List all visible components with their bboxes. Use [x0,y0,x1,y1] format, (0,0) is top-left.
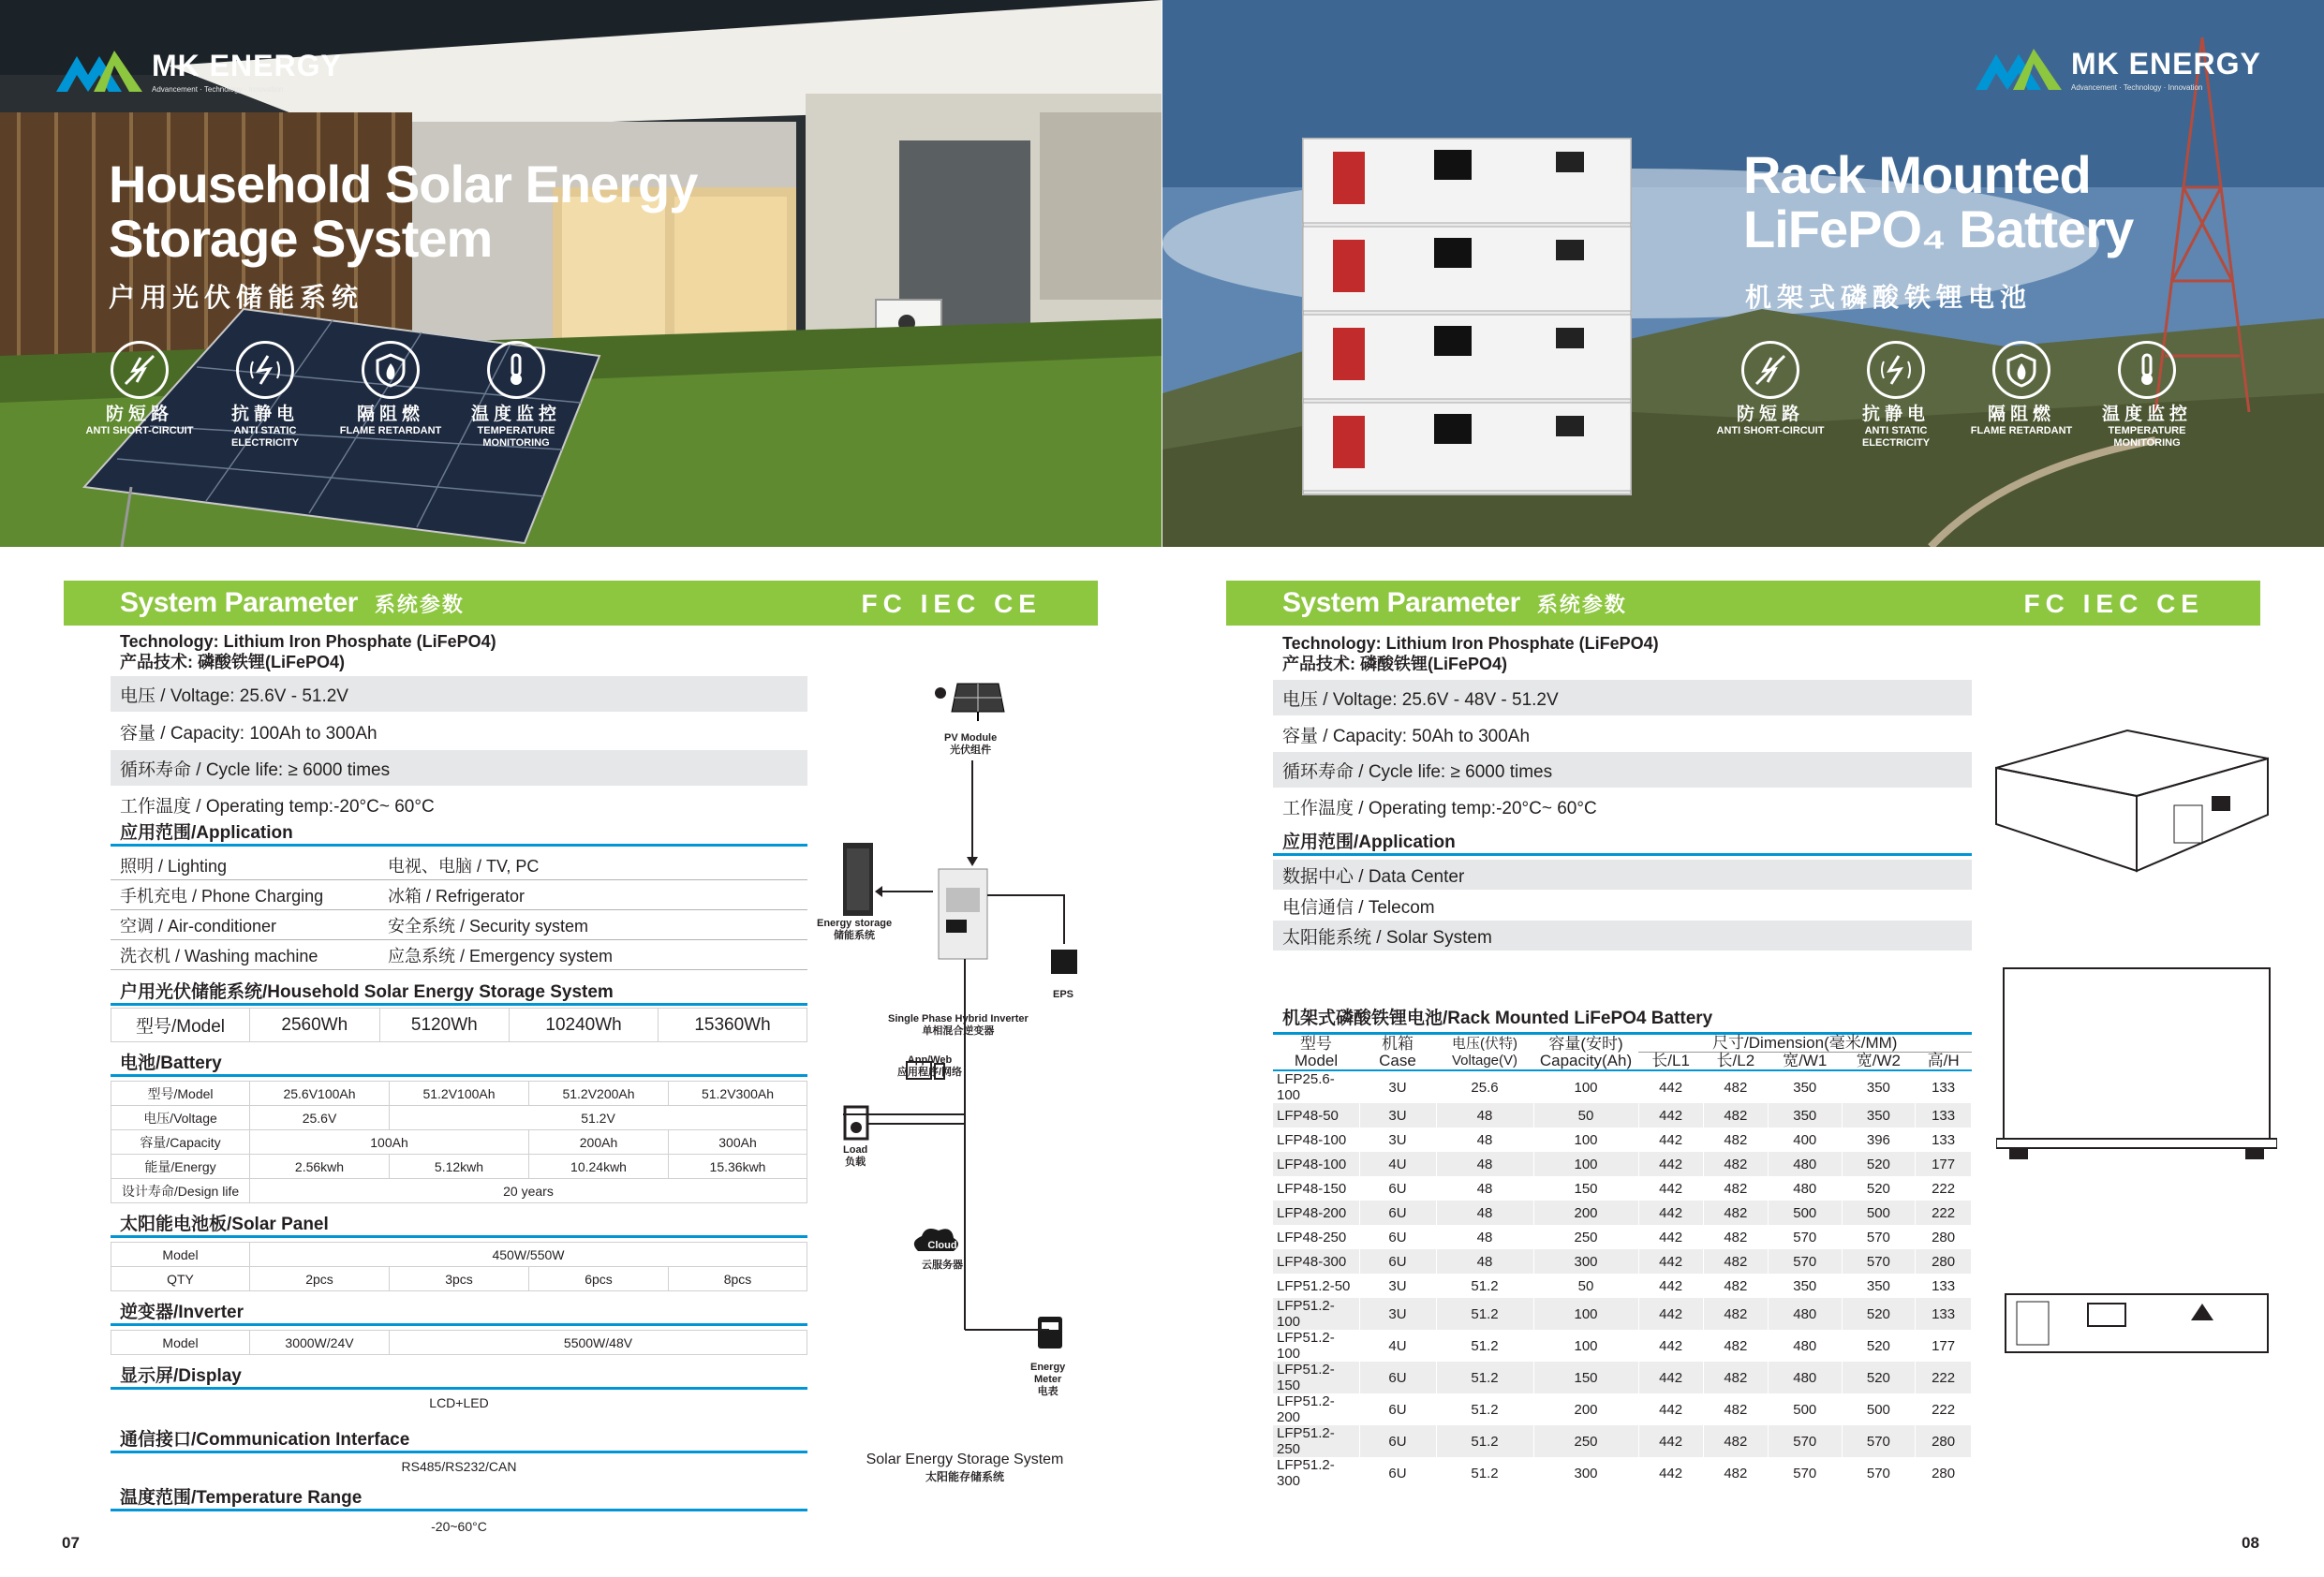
thermometer-icon [498,352,534,388]
table-cell: 51.2 [1436,1457,1533,1489]
th-w1: 宽/W1 [1768,1053,1842,1071]
app-web-label: App/Web 应用程序/网络 [897,1054,963,1078]
table-cell: 570 [1842,1249,1916,1274]
feature-temperature-monitoring: 温度监控 TEMPERATURE MONITORING [2090,341,2204,450]
table-cell: 482 [1703,1201,1768,1225]
application-row: 太阳能系统 / Solar System [1273,921,1972,951]
table-cell: 442 [1638,1457,1703,1489]
table-cell: 6U [1359,1225,1436,1249]
th-voltage: 电压(伏特) Voltage(V) [1436,1034,1533,1071]
table-cell: 520 [1842,1152,1916,1176]
table-cell: 442 [1638,1425,1703,1457]
inverter-label: Single Phase Hybrid Inverter 单相混合逆变器 [888,1013,1029,1037]
brand-tagline: Advancement · Technology · Innovation [152,85,284,94]
spec-voltage: 电压 / Voltage: 25.6V - 48V - 51.2V [1273,680,1972,715]
table-cell: LFP48-200 [1273,1201,1359,1225]
temperature-heading: 温度范围/Temperature Range [111,1483,807,1511]
table-row [1273,1176,1972,1201]
solar-panel-table: Model 450W/550W QTY 2pcs 3pcs 6pcs 8pcs [111,1242,807,1291]
table-cell: 6U [1359,1201,1436,1225]
mk-logo-icon [56,51,142,92]
system-parameter-bar [1226,581,2260,626]
table-cell: 222 [1916,1393,1972,1425]
table-cell: 280 [1916,1425,1972,1457]
feature-flame-retardant: 隔阻燃 FLAME RETARDANT [1964,341,2079,450]
table-cell: 570 [1842,1225,1916,1249]
inverter-heading: 逆变器/Inverter [111,1298,807,1326]
table-cell: 222 [1916,1201,1972,1225]
table-cell: 442 [1638,1298,1703,1330]
table-cell: 570 [1768,1425,1842,1457]
rack-battery-stack [1303,139,1631,494]
table-cell: 3U [1359,1103,1436,1127]
lightning-slash-icon [122,352,157,388]
table-cell: 48 [1436,1249,1533,1274]
mk-logo-icon [1976,49,2062,90]
table-cell: 133 [1916,1127,1972,1152]
table-cell: 442 [1638,1362,1703,1393]
table-cell: LFP48-100 [1273,1127,1359,1152]
spec-operating-temp: 工作温度 / Operating temp:-20°C~ 60°C [120,796,435,817]
table-cell: 48 [1436,1201,1533,1225]
th-l2: 长/L2 [1703,1053,1768,1071]
table-cell: 480 [1768,1176,1842,1201]
model-table: 型号/Model 2560Wh 5120Wh 10240Wh 15360Wh [111,1008,807,1042]
lightning-slash-icon [1753,352,1788,388]
table-row [1273,1393,1972,1425]
hero-household [0,0,1162,547]
pv-module-label: PV Module 光伏组件 [944,732,998,756]
static-bolt-icon [1878,352,1914,388]
table-cell: 480 [1768,1298,1842,1330]
table-row [1273,1201,1972,1225]
table-cell: 442 [1638,1201,1703,1225]
table-row [1273,1425,1972,1457]
rack-battery-table [1273,1032,1972,1489]
table-cell: LFP48-300 [1273,1249,1359,1274]
table-cell: 150 [1533,1176,1638,1201]
table-cell: 480 [1768,1152,1842,1176]
table-cell: 100 [1533,1070,1638,1103]
system-parameter-cn: 系统参数 [1536,592,1627,616]
feature-anti-short-circuit: 防短路 ANTI SHORT-CIRCUIT [1713,341,1828,450]
application-row: 照明 / Lighting 电视、电脑 / TV, PC [111,850,807,880]
brand-logo [1976,47,2261,92]
certification-marks: FC IEC CE [2023,589,2204,618]
table-cell: 280 [1916,1457,1972,1489]
brand-name: MK ENERGY [2071,47,2261,81]
table-cell: 3U [1359,1127,1436,1152]
hero-subtitle-cn: 户用光伏储能系统 [109,283,364,312]
table-cell: 6U [1359,1393,1436,1425]
feature-flame-retardant: 隔阻燃 FLAME RETARDANT [333,341,448,450]
spec-voltage: 电压 / Voltage: 25.6V - 51.2V [111,676,807,712]
table-cell: 222 [1916,1362,1972,1393]
table-cell: 482 [1703,1070,1768,1103]
table-cell: 482 [1703,1457,1768,1489]
table-cell: 4U [1359,1152,1436,1176]
system-parameter-bar [64,581,1098,626]
hybrid-inverter-icon [939,869,987,959]
eps-icon [1051,950,1077,974]
table-cell: 51.2 [1436,1274,1533,1298]
hero-rack [1162,0,2324,547]
rack-battery-top-view [1996,965,2277,1171]
system-parameter-title: System Parameter [1282,587,1520,618]
table-cell: 482 [1703,1225,1768,1249]
table-cell: LFP51.2-200 [1273,1393,1359,1425]
table-cell: LFP48-250 [1273,1225,1359,1249]
table-cell: 500 [1842,1393,1916,1425]
table-cell: 482 [1703,1249,1768,1274]
table-cell: 100 [1533,1330,1638,1362]
technology-en: Technology: Lithium Iron Phosphate (LiFePO4) [120,632,496,651]
load-icon [845,1107,867,1139]
energy-meter-icon [1038,1317,1062,1349]
table-cell: 570 [1842,1457,1916,1489]
rack-battery-iso-drawing [1987,721,2287,890]
table-cell: 51.2 [1436,1393,1533,1425]
table-row [1273,1457,1972,1489]
diagram-caption: Solar Energy Storage System 太阳能存储系统 [866,1452,1064,1483]
table-cell: 6U [1359,1249,1436,1274]
table-cell: 280 [1916,1225,1972,1249]
table-cell: 51.2 [1436,1425,1533,1457]
table-cell: 500 [1842,1201,1916,1225]
table-cell: 482 [1703,1127,1768,1152]
table-cell: 482 [1703,1425,1768,1457]
hero-title [1743,145,2134,258]
table-cell: 500 [1768,1201,1842,1225]
table-cell: 350 [1768,1103,1842,1127]
table-row [1273,1330,1972,1362]
application-row: 空调 / Air-conditioner 安全系统 / Security system [111,910,807,940]
table-cell: 396 [1842,1127,1916,1152]
table-cell: LFP51.2-300 [1273,1457,1359,1489]
table-cell: 520 [1842,1298,1916,1330]
table-cell: LFP25.6-100 [1273,1070,1359,1103]
table-cell: 350 [1842,1103,1916,1127]
pv-module-icon [935,684,1004,721]
table-cell: 350 [1842,1070,1916,1103]
table-cell: 6U [1359,1362,1436,1393]
spec-cycle-life: 循环寿命 / Cycle life: ≥ 6000 times [1273,752,1972,788]
energy-storage-icon [843,843,873,916]
rack-battery-front-view [2004,1292,2270,1354]
table-cell: 133 [1916,1070,1972,1103]
table-cell: 400 [1768,1127,1842,1152]
feature-anti-static: 抗静电 ANTI STATIC ELECTRICITY [1839,341,1953,450]
table-row [1273,1298,1972,1330]
feature-icons [1713,341,2204,450]
table-cell: 442 [1638,1274,1703,1298]
brand-tagline: Advancement · Technology · Innovation [2071,83,2203,92]
table-cell: 51.2 [1436,1298,1533,1330]
feature-icons [82,341,573,450]
battery-table: 型号/Model 25.6V100Ah 51.2V100Ah 51.2V200Ah 51.2V300Ah 电压/Voltage 25.6V 51.2V 容量/Capacity 100Ah 200Ah 300Ah 能量/Energy 2.56kwh 5.12kwh 10.24kwh 15.36kwh 设计寿命/Design life 20 years [111,1081,807,1203]
cloud-label: Cloud 云服务器 [922,1240,963,1271]
table-cell: 482 [1703,1330,1768,1362]
application-row: 洗衣机 / Washing machine 应急系统 / Emergency system [111,940,807,970]
load-label: Load 负载 [843,1144,868,1168]
table-cell: 200 [1533,1393,1638,1425]
table-cell: 51.2 [1436,1362,1533,1393]
table-row [1273,1274,1972,1298]
table-cell: 442 [1638,1176,1703,1201]
table-cell: 482 [1703,1393,1768,1425]
table-cell: LFP48-150 [1273,1176,1359,1201]
table-cell: 520 [1842,1330,1916,1362]
application-heading: 应用范围/Application [1273,828,1972,856]
hero-title [109,157,697,266]
solar-panel-heading: 太阳能电池板/Solar Panel [111,1210,807,1238]
display-heading: 显示屏/Display [111,1362,807,1390]
application-row: 数据中心 / Data Center [1273,860,1972,890]
table-cell: 482 [1703,1298,1768,1330]
table-cell: 570 [1768,1249,1842,1274]
table-cell: 520 [1842,1176,1916,1201]
table-cell: LFP51.2-150 [1273,1362,1359,1393]
table-cell: 48 [1436,1152,1533,1176]
page-number-left: 07 [62,1534,80,1552]
table-cell: 350 [1842,1274,1916,1298]
application-heading: 应用范围/Application [111,818,807,847]
table-cell: 480 [1768,1330,1842,1362]
system-parameter-title: System Parameter [120,587,358,618]
table-cell: 482 [1703,1362,1768,1393]
table-cell: 25.6 [1436,1070,1533,1103]
table-cell: 100 [1533,1298,1638,1330]
th-h: 高/H [1916,1053,1972,1071]
table-cell: 177 [1916,1152,1972,1176]
table-cell: 350 [1768,1274,1842,1298]
communication-value: RS485/RS232/CAN [401,1459,517,1474]
table-cell: 442 [1638,1152,1703,1176]
table-cell: 48 [1436,1225,1533,1249]
hero-subtitle-cn: 机架式磷酸铁锂电池 [1745,283,2033,312]
table-cell: 570 [1768,1457,1842,1489]
technology-en: Technology: Lithium Iron Phosphate (LiFePO4) [1282,634,1659,653]
table-row [1273,1249,1972,1274]
table-cell: 6U [1359,1176,1436,1201]
rack-table-body [1273,1070,1972,1489]
hss-heading: 户用光伏储能系统/Household Solar Energy Storage System [111,978,807,1006]
technology-block [120,631,496,672]
table-cell: 133 [1916,1103,1972,1127]
table-cell: LFP51.2-100 [1273,1298,1359,1330]
table-row [1273,1362,1972,1393]
application-row: 电信通信 / Telecom [1282,897,1435,918]
table-cell: 482 [1703,1103,1768,1127]
technology-cn: 产品技术: 磷酸铁锂(LiFePO4) [1282,655,1508,673]
th-case: 机箱 Case [1359,1034,1436,1071]
table-cell: 4U [1359,1330,1436,1362]
display-value: LCD+LED [429,1395,489,1410]
table-cell: 3U [1359,1070,1436,1103]
table-cell: 48 [1436,1127,1533,1152]
table-cell: 442 [1638,1103,1703,1127]
rack-table-heading: 机架式磷酸铁锂电池/Rack Mounted LiFePO4 Battery [1282,1008,1713,1028]
technology-block [1282,633,1659,674]
table-cell: 222 [1916,1176,1972,1201]
table-cell: 48 [1436,1176,1533,1201]
table-cell: 6U [1359,1457,1436,1489]
table-cell: 6U [1359,1425,1436,1457]
table-cell: LFP51.2-250 [1273,1425,1359,1457]
table-cell: 300 [1533,1457,1638,1489]
thermometer-icon [2129,352,2165,388]
table-cell: 442 [1638,1127,1703,1152]
communication-heading: 通信接口/Communication Interface [111,1425,807,1453]
table-cell: 50 [1533,1274,1638,1298]
page-right [1162,0,2324,1577]
th-l1: 长/L1 [1638,1053,1703,1071]
hero-title-line2: Storage System [109,209,493,268]
table-cell: 100 [1533,1127,1638,1152]
table-cell: 300 [1533,1249,1638,1274]
feature-anti-short-circuit: 防短路 ANTI SHORT-CIRCUIT [82,341,197,450]
table-cell: 50 [1533,1103,1638,1127]
temperature-value: -20~60°C [431,1519,487,1534]
table-cell: LFP48-100 [1273,1152,1359,1176]
table-row [1273,1152,1972,1176]
hero-title-line1: Household Solar Energy [109,155,698,214]
table-cell: 442 [1638,1393,1703,1425]
table-cell: 442 [1638,1249,1703,1274]
table-row [1273,1225,1972,1249]
table-cell: 480 [1768,1362,1842,1393]
table-cell: LFP51.2-100 [1273,1330,1359,1362]
table-row [1273,1127,1972,1152]
table-cell: 3U [1359,1274,1436,1298]
energy-storage-label: Energy storage 储能系统 [817,918,893,941]
brand-logo [56,49,342,94]
table-cell: 482 [1703,1274,1768,1298]
table-cell: 442 [1638,1225,1703,1249]
table-cell: 442 [1638,1070,1703,1103]
table-cell: 442 [1638,1330,1703,1362]
table-cell: 100 [1533,1152,1638,1176]
table-cell: 51.2 [1436,1330,1533,1362]
table-cell: LFP48-50 [1273,1103,1359,1127]
table-cell: 520 [1842,1362,1916,1393]
spec-capacity: 容量 / Capacity: 100Ah to 300Ah [120,723,377,744]
certification-marks: FC IEC CE [861,589,1042,618]
feature-temperature-monitoring: 温度监控 TEMPERATURE MONITORING [459,341,573,450]
feature-anti-static: 抗静电 ANTI STATIC ELECTRICITY [208,341,322,450]
table-cell: 133 [1916,1274,1972,1298]
static-bolt-icon [247,352,283,388]
table-cell: 350 [1768,1070,1842,1103]
th-capacity: 容量(安时) Capacity(Ah) [1533,1034,1638,1071]
battery-heading: 电池/Battery [111,1049,807,1077]
application-row: 手机充电 / Phone Charging 冰箱 / Refrigerator [111,880,807,910]
energy-meter-label: Energy Meter 电表 [1030,1362,1066,1397]
table-cell: 482 [1703,1176,1768,1201]
page-number-right: 08 [2242,1534,2259,1552]
table-cell: 250 [1533,1225,1638,1249]
spec-operating-temp: 工作温度 / Operating temp:-20°C~ 60°C [1282,798,1597,818]
table-cell: LFP51.2-50 [1273,1274,1359,1298]
table-row [1273,1070,1972,1103]
table-cell: 3U [1359,1298,1436,1330]
flame-shield-icon [2004,352,2039,388]
spec-capacity: 容量 / Capacity: 50Ah to 300Ah [1282,726,1531,746]
table-cell: 133 [1916,1298,1972,1330]
eps-label: EPS [1053,989,1074,1000]
flame-shield-icon [373,352,408,388]
table-cell: 482 [1703,1152,1768,1176]
hero-title-line2: LiFePO₄ Battery [1743,199,2134,258]
system-parameter-cn: 系统参数 [374,592,465,616]
th-model: 型号 Model [1273,1034,1359,1071]
table-row [1273,1103,1972,1127]
th-w2: 宽/W2 [1842,1053,1916,1071]
hero-title-line1: Rack Mounted [1743,145,2091,204]
table-cell: 570 [1842,1425,1916,1457]
th-dimension: 尺寸/Dimension(毫米/MM) [1638,1034,1972,1053]
brand-name: MK ENERGY [152,49,342,82]
table-cell: 200 [1533,1201,1638,1225]
table-cell: 177 [1916,1330,1972,1362]
inverter-table: Model 3000W/24V 5500W/48V [111,1330,807,1355]
table-cell: 250 [1533,1425,1638,1457]
table-cell: 48 [1436,1103,1533,1127]
table-cell: 150 [1533,1362,1638,1393]
spec-cycle-life: 循环寿命 / Cycle life: ≥ 6000 times [111,750,807,786]
table-cell: 570 [1768,1225,1842,1249]
technology-cn: 产品技术: 磷酸铁锂(LiFePO4) [120,653,346,671]
table-cell: 500 [1768,1393,1842,1425]
table-cell: 280 [1916,1249,1972,1274]
